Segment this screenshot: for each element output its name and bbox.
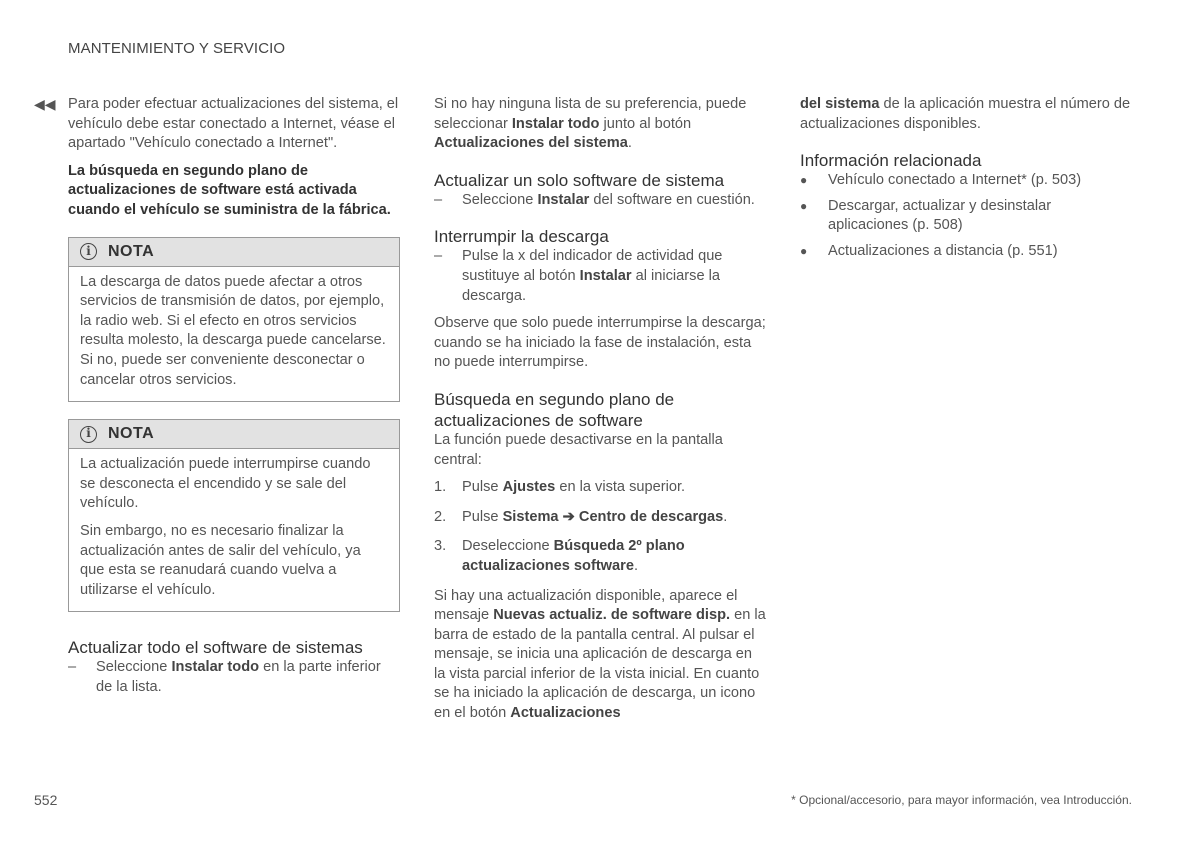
step-text: . bbox=[723, 508, 728, 525]
footnote: * Opcional/accesorio, para mayor información, vea Introducción. bbox=[791, 793, 1132, 807]
step-item bbox=[434, 247, 766, 306]
page-number: 552 bbox=[34, 792, 58, 808]
related-link[interactable] bbox=[800, 197, 1135, 236]
note-title: NOTA bbox=[108, 425, 155, 443]
previous-page-icon[interactable]: ◀◀ bbox=[34, 96, 56, 112]
paragraph: Observe que solo puede interrumpirse la descarga; cuando se ha iniciado la fase de instalación, esta no puede interrumpirse. bbox=[434, 315, 766, 371]
ui-term: Centro de descargas bbox=[578, 508, 724, 525]
related-link[interactable] bbox=[800, 171, 1135, 191]
ui-term: del sistema bbox=[800, 96, 880, 112]
text: junto al botón bbox=[599, 115, 692, 132]
step-text: Pulse bbox=[462, 508, 503, 525]
bullet-icon: ● bbox=[800, 243, 808, 258]
note-header bbox=[69, 420, 399, 449]
numbered-step bbox=[434, 537, 766, 576]
column-3 bbox=[800, 95, 1135, 268]
ui-term: Actualizaciones del sistema bbox=[434, 135, 628, 152]
step-text: Deseleccione bbox=[462, 538, 554, 555]
page-header-title: MANTENIMIENTO Y SERVICIO bbox=[68, 40, 286, 57]
step-number: 2. bbox=[434, 508, 447, 525]
related-link-text[interactable]: Descargar, actualizar y desinstalar aplicaciones (p. 508) bbox=[828, 197, 1052, 234]
text: Si no hay ninguna lista de su preferencia, puede seleccionar bbox=[434, 96, 747, 132]
section-heading: Información relacionada bbox=[800, 151, 982, 171]
note-box-2 bbox=[68, 419, 400, 612]
related-link[interactable] bbox=[800, 242, 1135, 262]
note-title: NOTA bbox=[108, 242, 155, 260]
numbered-step bbox=[434, 508, 766, 528]
note-text: La actualización puede interrumpirse cuando se desconecta el encendido y se sale del vehículo. bbox=[80, 456, 371, 512]
step-marker: – bbox=[68, 659, 77, 676]
info-icon: i bbox=[80, 243, 97, 260]
ui-term: Instalar bbox=[579, 267, 632, 284]
paragraph: La función puede desactivarse en la pantalla central: bbox=[434, 431, 723, 468]
ui-term: Nuevas actualiz. de software disp. bbox=[493, 607, 731, 624]
step-text: Pulse bbox=[462, 479, 503, 496]
step-item bbox=[68, 658, 400, 697]
info-icon: i bbox=[80, 426, 97, 443]
ui-term: Instalar bbox=[537, 191, 590, 208]
ui-term: Ajustes bbox=[502, 479, 556, 496]
bullet-icon: ● bbox=[800, 173, 808, 188]
ui-term: Búsqueda 2º plano actualizaciones software bbox=[462, 538, 685, 574]
step-number: 1. bbox=[434, 479, 447, 496]
ui-term: Actualizaciones bbox=[510, 705, 621, 722]
step-item bbox=[434, 191, 766, 211]
text: en la barra de estado de la pantalla central. Al pulsar el mensaje, se inicia una aplicación de descarga en la vista parcial inferior de la vista inicial. En cuanto se ha iniciado la aplicación de descarga, un icono en el botón bbox=[434, 607, 766, 722]
ui-term: Sistema bbox=[502, 508, 559, 525]
step-number: 3. bbox=[434, 538, 447, 555]
text: . bbox=[627, 135, 632, 152]
ui-term: Instalar todo bbox=[511, 115, 600, 132]
step-text: del software en cuestión. bbox=[589, 191, 755, 208]
text: Si hay una actualización disponible, aparece el mensaje bbox=[434, 587, 738, 624]
paragraph bbox=[800, 95, 1135, 134]
step-text: en la vista superior. bbox=[555, 479, 686, 496]
paragraph bbox=[434, 95, 766, 154]
ui-term: Instalar todo bbox=[171, 659, 260, 676]
step-marker: – bbox=[434, 191, 443, 208]
related-link-text[interactable]: Vehículo conectado a Internet* (p. 503) bbox=[828, 172, 1082, 189]
column-2 bbox=[434, 95, 766, 732]
section-heading: Búsqueda en segundo plano de actualizaciones de software bbox=[434, 389, 675, 430]
step-text: en la parte inferior de la lista. bbox=[96, 659, 381, 695]
note-header bbox=[69, 238, 399, 267]
paragraph bbox=[434, 587, 766, 724]
step-marker: – bbox=[434, 248, 443, 265]
bullet-icon: ● bbox=[800, 198, 808, 213]
related-link-text[interactable]: Actualizaciones a distancia (p. 551) bbox=[828, 242, 1058, 259]
step-text: . bbox=[633, 557, 639, 574]
step-text: Seleccione bbox=[96, 659, 172, 676]
note-text: Sin embargo, no es necesario finalizar la actualización antes de salir del vehículo, ya que esta se reanudará cuando vuelva a utilizarse el vehículo. bbox=[80, 522, 361, 598]
numbered-step bbox=[434, 478, 766, 498]
section-heading: Actualizar todo el software de sistemas bbox=[68, 638, 363, 658]
column-1 bbox=[68, 95, 400, 705]
section-heading: Interrumpir la descarga bbox=[434, 227, 609, 247]
intro-paragraph: Para poder efectuar actualizaciones del sistema, el vehículo debe estar conectado a Internet, véase el apartado "Vehículo conectado a Internet". bbox=[68, 96, 399, 152]
step-text: Pulse la x del indicador de actividad que sustituye al botón bbox=[462, 248, 723, 284]
step-text: al iniciarse la descarga. bbox=[462, 267, 720, 304]
note-box-1 bbox=[68, 237, 400, 403]
text: de la aplicación muestra el número de actualizaciones disponibles. bbox=[800, 96, 1131, 132]
note-text: La descarga de datos puede afectar a otros servicios de transmisión de datos, por ejemplo, la radio web. Si el efecto en otros servicios resulta molesto, la descarga puede cancelarse. Si no, puede ser conveniente desconectar o cancelar otros servicios. bbox=[80, 273, 386, 388]
background-search-note: La búsqueda en segundo plano de actualizaciones de software está activada cuando el vehículo se suministra de la fábrica. bbox=[68, 162, 391, 218]
step-text: Seleccione bbox=[462, 191, 538, 208]
section-heading: Actualizar un solo software de sistema bbox=[434, 170, 725, 190]
arrow-right-icon: ➔ bbox=[562, 508, 575, 525]
